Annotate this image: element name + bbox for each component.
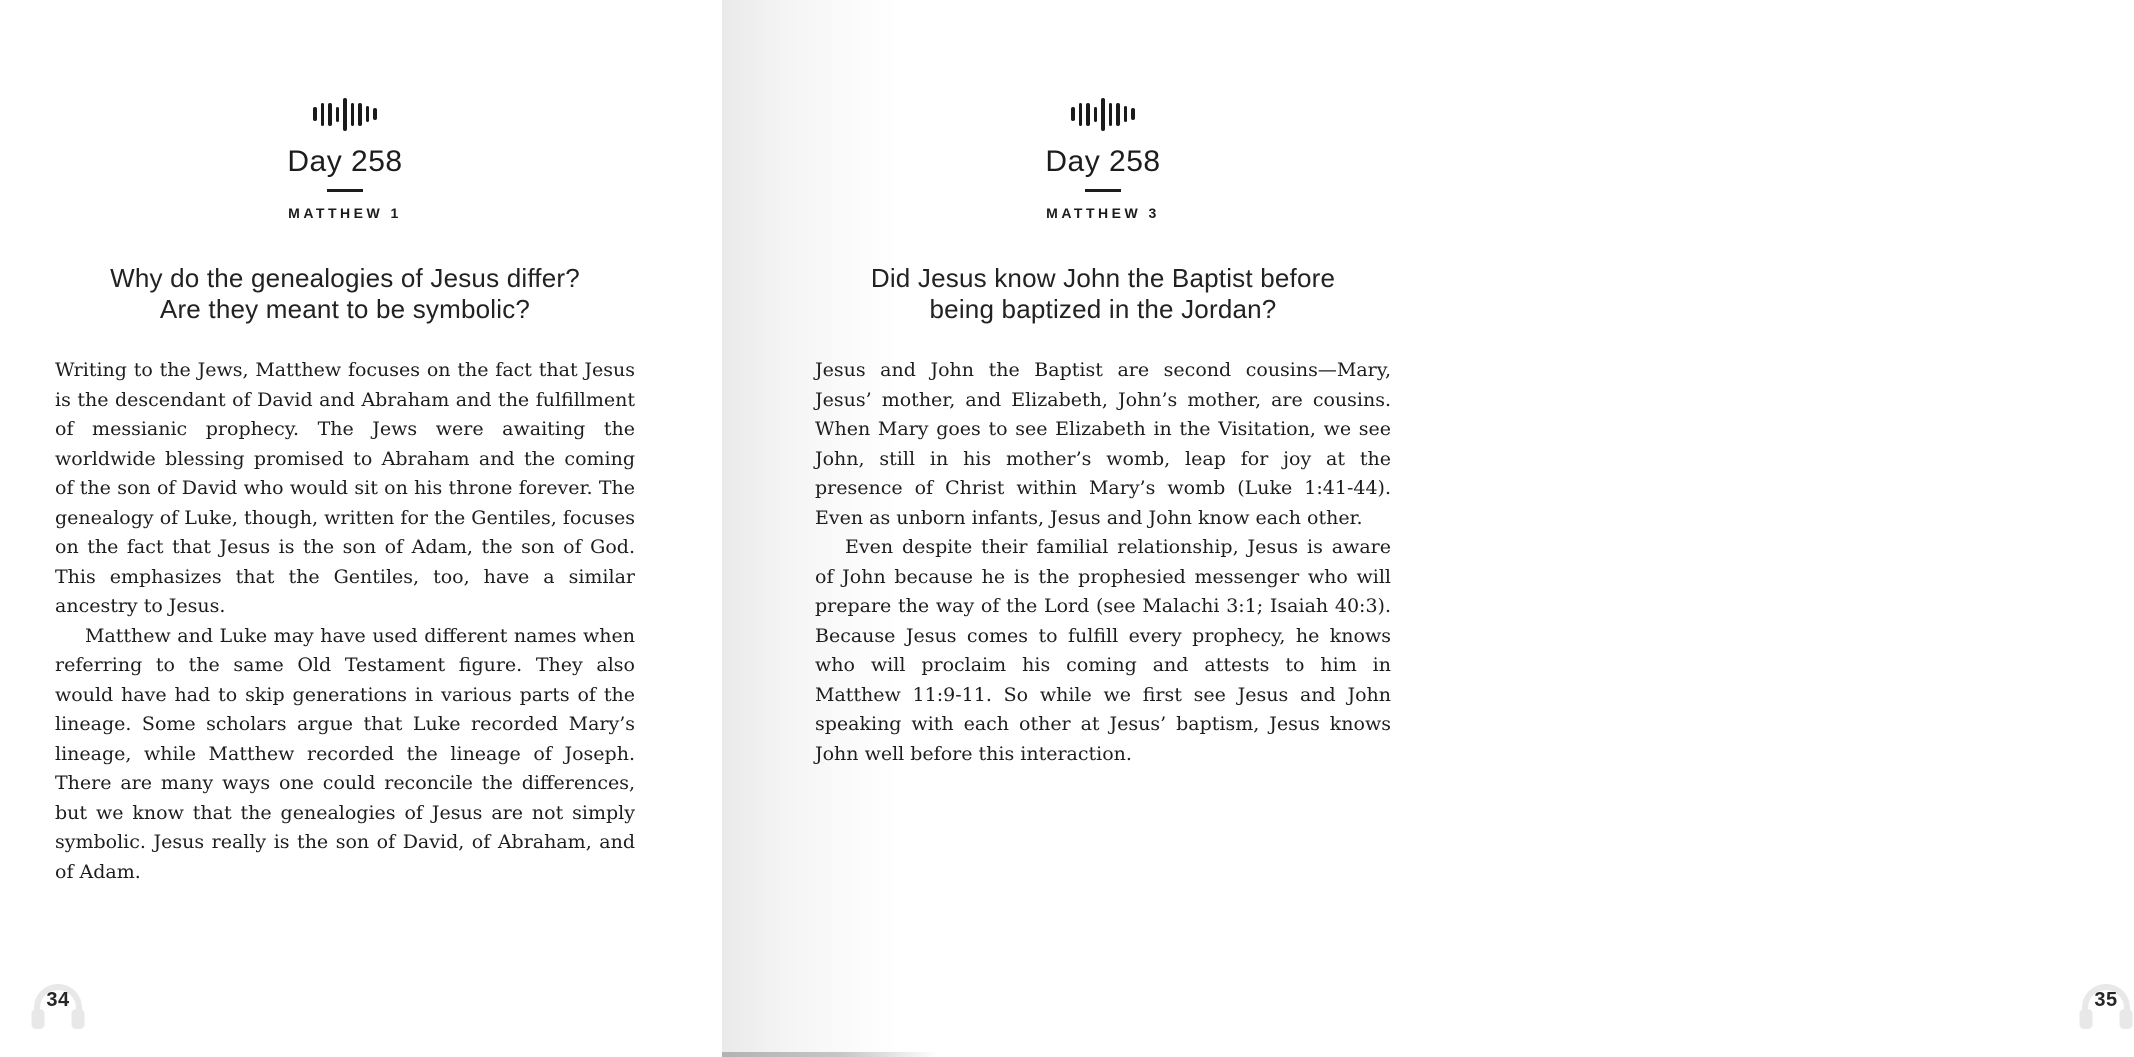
paragraph: Writing to the Jews, Matthew focuses on the fact that Jesus is the descendant of David and Abraham and the fulfillment of messianic prophecy. The Jews were awaiting the worldwide blessing promised to Abraham and the coming of the son of David who would sit on his throne forever. The genealogy of Luke, though, written for the Gentiles, focuses on the fact that Jesus is the son of Adam, the son of God. This emphasizes that the Gentiles, too, have a similar ancestry to Jesus. xyxy=(55,359,635,617)
page-right-header xyxy=(815,0,1391,221)
folio-right xyxy=(2078,975,2134,1031)
soundwave-icon xyxy=(815,97,1391,131)
paragraph: Even despite their familial relationship, Jesus is aware of John because he is the prophesied messenger who will prepare the way of the Lord (see Malachi 3:1; Isaiah 40:3). Because Jesus comes to fulfill every prophecy, he knows who will proclaim his coming and attests to him in Matthew 11:9-11. So while we first see Jesus and John speaking with each other at Jesus’ baptism, Jesus knows John well before this interaction. xyxy=(815,536,1391,765)
page-number: 34 xyxy=(46,988,70,1011)
folio-left xyxy=(30,975,86,1031)
soundwave-icon xyxy=(55,97,635,131)
divider-rule xyxy=(1085,189,1121,192)
scripture-reference: MATTHEW 1 xyxy=(288,204,402,221)
divider-rule xyxy=(327,189,363,192)
page-left xyxy=(0,0,722,1057)
page-number: 35 xyxy=(2094,988,2118,1011)
question-title: Why do the genealogies of Jesus differ? Are they meant to be symbolic? xyxy=(110,263,580,324)
day-label: Day 258 xyxy=(287,145,403,178)
page-left-header xyxy=(55,0,635,221)
paragraph: Matthew and Luke may have used different names when referring to the same Old Testament figure. They also would have had to skip generations in various parts of the lineage. Some scholars argue that Luke recorded Mary’s lineage, while Matthew recorded the lineage of Joseph. There are many ways one could reconcile the differences, but we know that the genealogies of Jesus are not simply symbolic. Jesus really is the son of David, of Abraham, and of Adam. xyxy=(55,624,635,883)
body-text xyxy=(815,356,1391,769)
scripture-reference: MATTHEW 3 xyxy=(1046,204,1160,221)
page-right xyxy=(722,0,2118,1057)
page-bottom-edge-shadow xyxy=(722,1052,937,1057)
question-title: Did Jesus know John the Baptist before being baptized in the Jordan? xyxy=(870,263,1336,324)
day-label: Day 258 xyxy=(1045,145,1161,178)
body-text xyxy=(55,356,635,887)
paragraph: Jesus and John the Baptist are second cousins—Mary, Jesus’ mother, and Elizabeth, John’s mother, are cousins. When Mary goes to see Elizabeth in the Visitation, we see John, still in his mother’s womb, leap for joy at the presence of Christ within Mary’s womb (Luke 1:41-44). Even as unborn infants, Jesus and John know each other. xyxy=(815,359,1391,529)
